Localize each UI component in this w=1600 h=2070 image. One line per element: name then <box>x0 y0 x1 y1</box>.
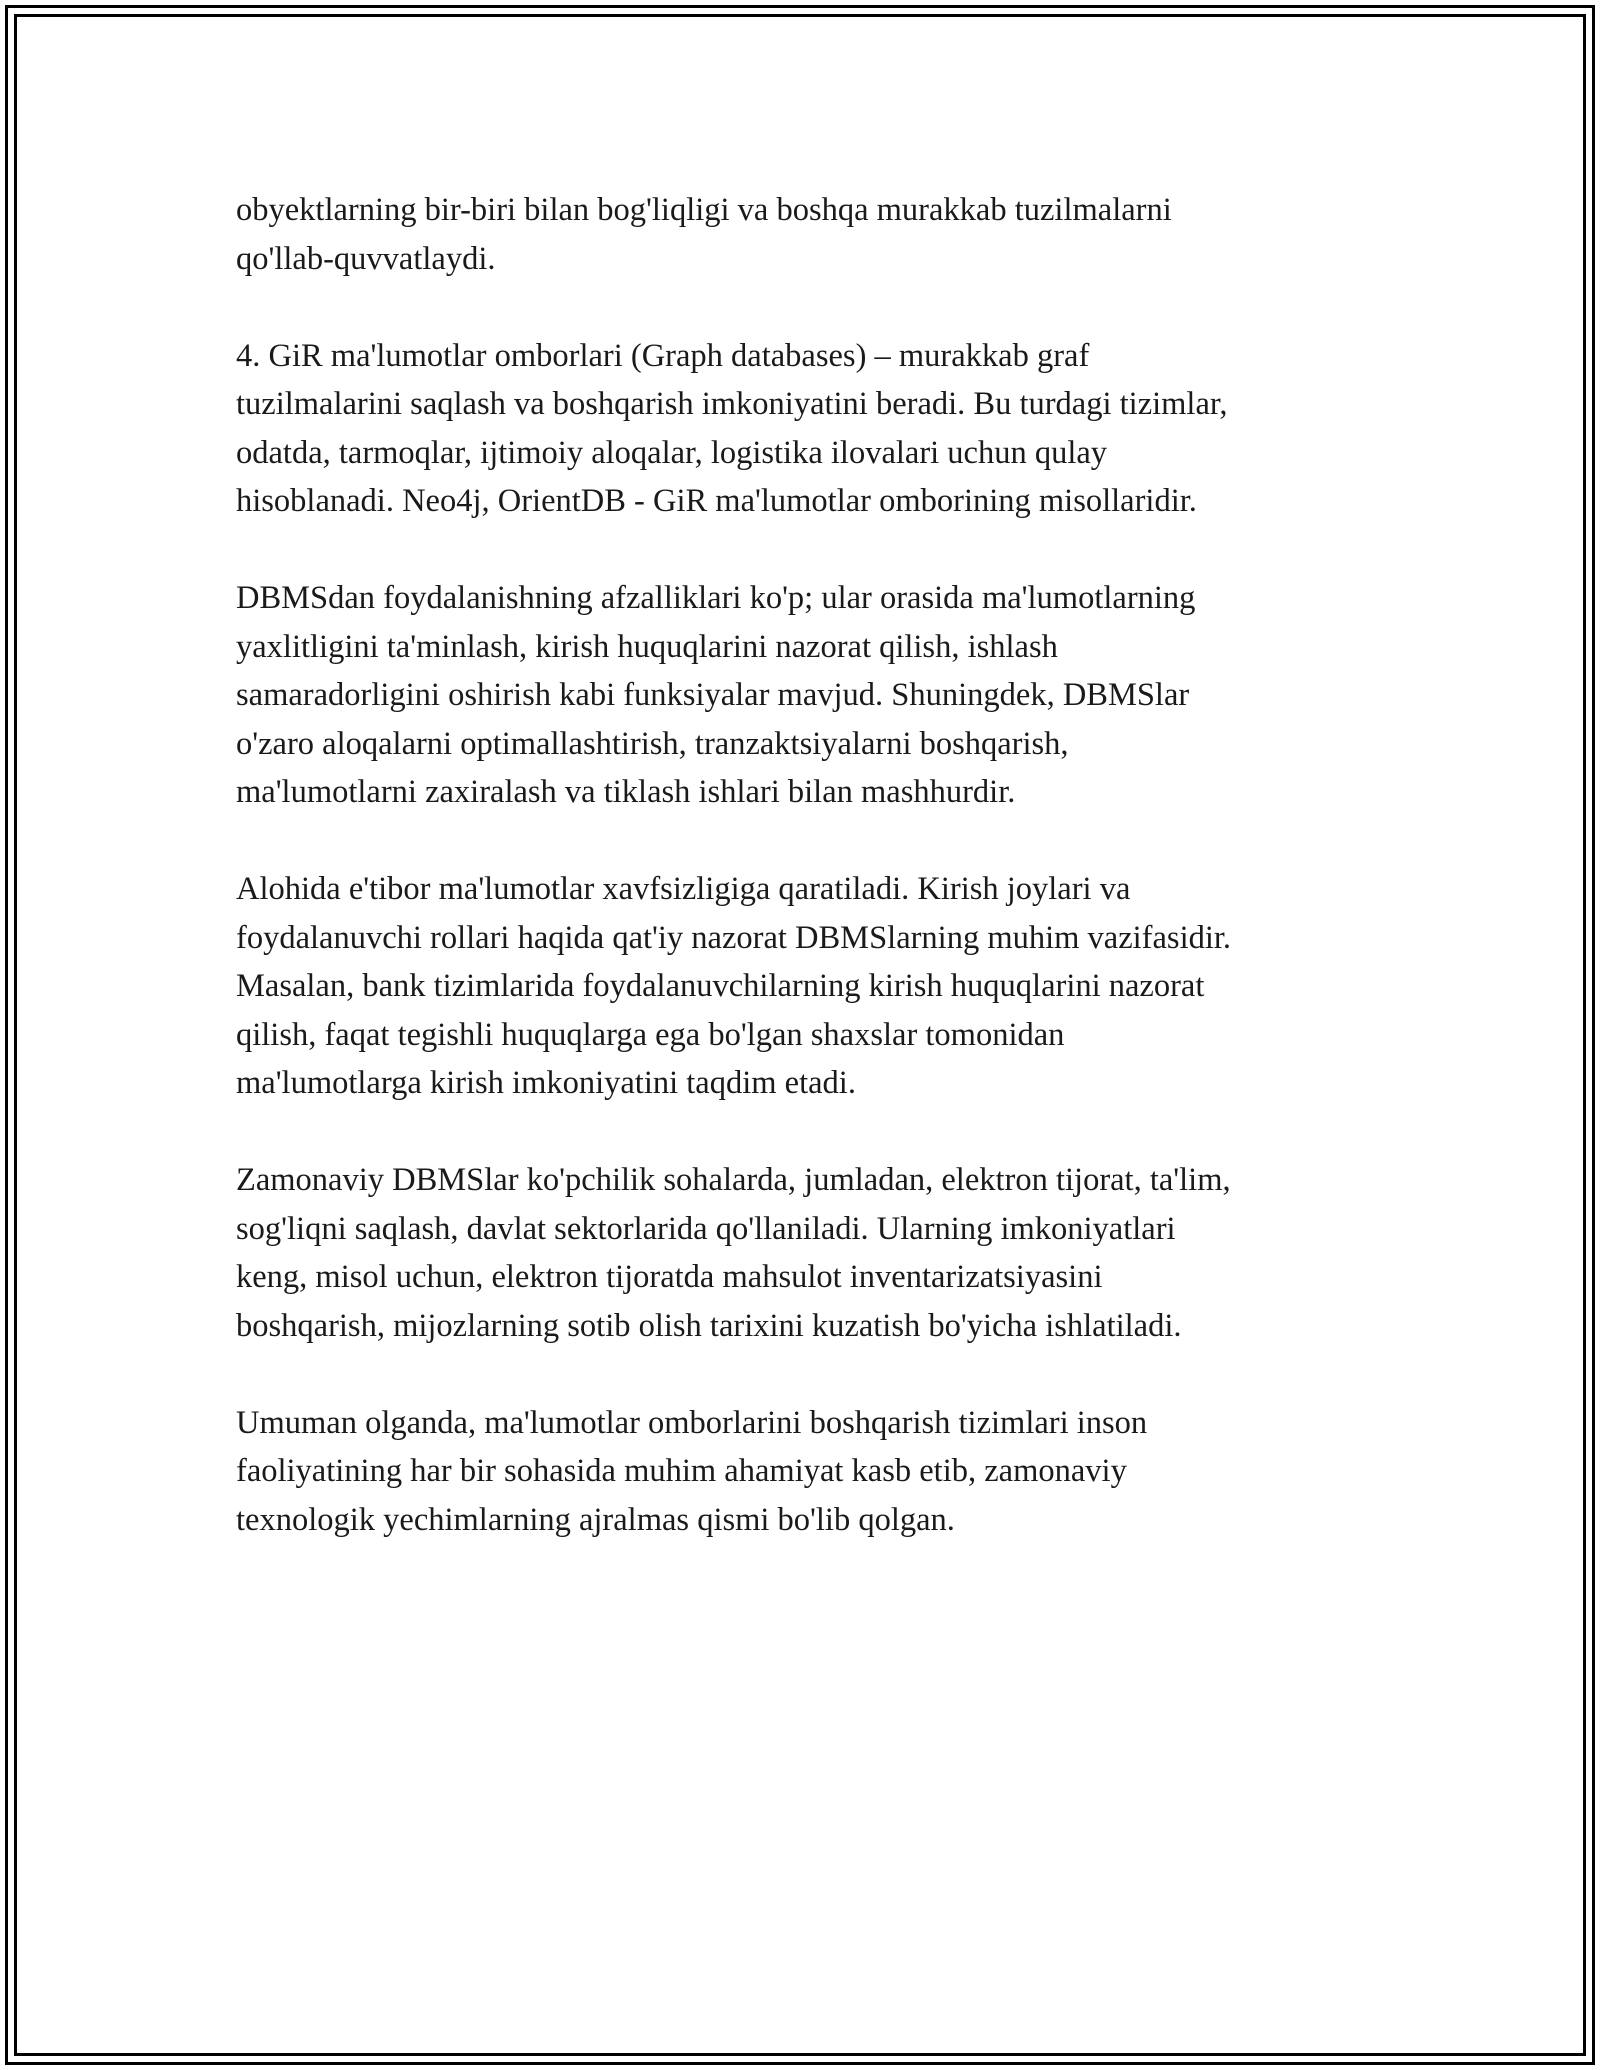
paragraph <box>236 865 1416 1108</box>
paragraph <box>236 332 1416 526</box>
text-line: yaxlitligini ta'minlash, kirish huquqlarini nazorat qilish, ishlash <box>236 628 1058 665</box>
text-line: Zamonaviy DBMSlar ko'pchilik sohalarda, jumladan, elektron tijorat, ta'lim, <box>236 1162 1231 1198</box>
document-body <box>236 186 1416 1593</box>
text-line: obyektlarning bir-biri bilan bog'liqligi va boshqa murakkab tuzilmalarni <box>236 192 1172 228</box>
text-line: ma'lumotlarga kirish imkoniyatini taqdim etadi. <box>236 1065 856 1101</box>
text-line: 4. GiR ma'lumotlar omborlari (Graph databases) – murakkab graf <box>236 337 1090 374</box>
text-line: keng, misol uchun, elektron tijoratda mahsulot inventarizatsiyasini <box>236 1259 1103 1295</box>
text-line: DBMSdan foydalanishning afzalliklari ko'p; ular orasida ma'lumotlarning <box>236 580 1196 616</box>
paragraph <box>236 574 1416 817</box>
text-line: Alohida e'tibor ma'lumotlar xavfsizligiga qaratiladi. Kirish joylari va <box>236 871 1131 907</box>
paragraph <box>236 1399 1416 1545</box>
text-line: o'zaro aloqalarni optimallashtirish, tranzaktsiyalarni boshqarish, <box>236 725 1069 762</box>
text-line: foydalanuvchi rollari haqida qat'iy nazorat DBMSlarning muhim vazifasidir. <box>236 919 1232 956</box>
text-line: faoliyatining har bir sohasida muhim ahamiyat kasb etib, zamonaviy <box>236 1453 1127 1489</box>
text-line: hisoblanadi. Neo4j, OrientDB - GiR ma'lumotlar omborining misollaridir. <box>236 483 1197 519</box>
text-line: boshqarish, mijozlarning sotib olish tarixini kuzatish bo'yicha ishlatiladi. <box>236 1307 1182 1344</box>
text-line: ma'lumotlarni zaxiralash va tiklash ishlari bilan mashhurdir. <box>236 774 1016 810</box>
text-line: samaradorligini oshirish kabi funksiyalar mavjud. Shuningdek, DBMSlar <box>236 677 1190 713</box>
text-line: odatda, tarmoqlar, ijtimoiy aloqalar, logistika ilovalari uchun qulay <box>236 434 1108 471</box>
paragraph <box>236 1156 1416 1350</box>
text-line: Masalan, bank tizimlarida foydalanuvchilarning kirish huquqlarini nazorat <box>236 968 1205 1004</box>
text-line: qo'llab-quvvatlaydi. <box>236 240 496 277</box>
text-line: tuzilmalarini saqlash va boshqarish imkoniyatini beradi. Bu turdagi tizimlar, <box>236 386 1228 422</box>
paragraph <box>236 186 1416 283</box>
text-line: qilish, faqat tegishli huquqlarga ega bo'lgan shaxslar tomonidan <box>236 1016 1065 1053</box>
text-line: sog'liqni saqlash, davlat sektorlarida qo'llaniladi. Ularning imkoniyatlari <box>236 1210 1176 1247</box>
text-line: texnologik yechimlarning ajralmas qismi bo'lib qolgan. <box>236 1501 955 1538</box>
text-line: Umuman olganda, ma'lumotlar omborlarini boshqarish tizimlari inson <box>236 1404 1148 1441</box>
